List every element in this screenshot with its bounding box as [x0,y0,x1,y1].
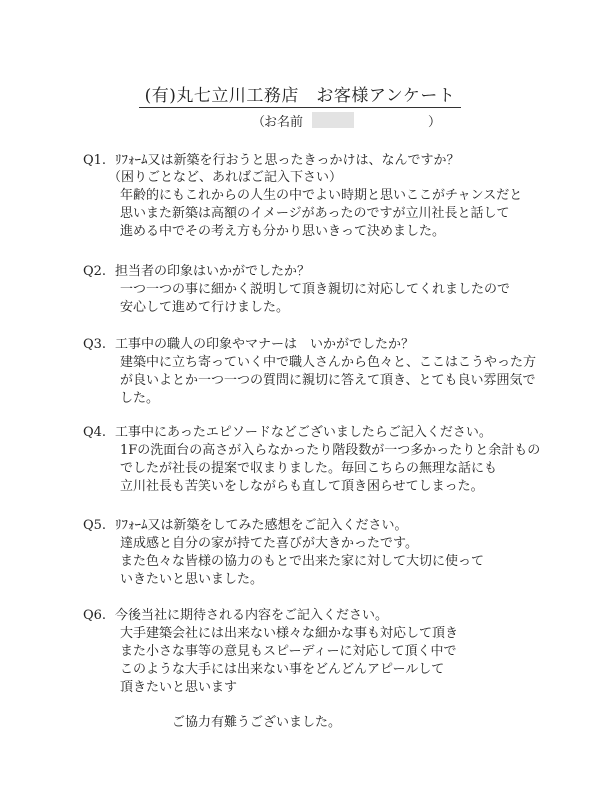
question-number: Q2. [83,264,107,279]
question-line [83,333,414,352]
question-line [83,260,310,279]
question-text: 担当者の印象はいかがでしたか？ [115,264,311,279]
question-text: 工事中にあったエピソードなどございましたらご記入ください。 [115,425,492,440]
question-line [83,421,492,440]
answer-line: 一つ一つの事に細かく説明して頂き親切に対応してくれましたので [120,282,511,297]
answer-line: このような大手には出来ない事をどんどんアピールして [120,662,445,677]
answer-line: 頂きたいと思います [120,680,238,695]
question-number: Q5. [83,518,107,533]
name-label: お名前 [264,115,304,130]
question-number: Q3. [83,337,107,352]
answer-line: が良いよとか一つ一つの質問に親切に答えて頂き、とても良い雰囲気で [120,373,536,388]
answer-line: 立川社長も苦笑いをしながらも直して頂き困らせてしまった。 [120,479,484,494]
answer-line: 大手建築会社には出来ない様々な細かな事も対応して頂き [120,626,459,641]
answer-line: また小さな事等の意見もスピーディーに対応して頂く中で [120,644,457,659]
answer-line: 年齢的にもこれからの人生の中でよい時期と思いここがチャンスだと [120,188,523,203]
survey-title-text: (有)丸七立川工務店 お客様アンケート [139,81,462,108]
survey-title [0,81,600,108]
question-text: ﾘﾌｫｰﾑ又は新築をしてみた感想をご記入ください。 [115,518,408,533]
redacted-name-block [312,112,354,128]
answer-line: 進める中でその考え方も分かり思いきって決めました。 [120,224,446,239]
answer-line: 思いまた新築は高額のイメージがあったのですが立川社長と話して [120,206,510,221]
answer-line: 安心して進めて行けました。 [120,300,290,315]
name-paren-close: ） [428,115,442,130]
answer-line: また色々な皆様の協力のもとで出来た家に対して大切に使って [120,554,485,569]
answer-line: でしたが社長の提案で収まりました。毎回こちらの無理な話にも [120,461,498,476]
answer-line: いきたいと思いました。 [120,572,264,587]
answer-line: 建築中に立ち寄っていく中で職人さんから色々と、ここはこうやった方 [120,355,537,370]
question-text: 今後当社に期待される内容をご記入ください。 [115,608,389,623]
question-text: 工事中の職人の印象やマナーは いかがでしたか？ [115,337,415,352]
question-number: Q1. [83,153,107,168]
question-number: Q4. [83,425,107,440]
name-paren-open: （ [252,115,266,130]
question-number: Q6. [83,608,107,623]
question-text: ﾘﾌｫｰﾑ又は新築を行おうと思ったきっかけは、なんですか？ [115,153,460,168]
answer-line: 1Fの洗面台の高さが入らなかったり階段数が一つ多かったりと余計もの [120,443,541,458]
question-note: （困りごとなど、あればご記入下さい） [108,170,343,185]
answer-line: した。 [120,391,160,406]
answer-line: 達成感と自分の家が持てた喜びが大きかったです。 [120,536,418,551]
question-line [83,604,388,623]
customer-name-line [252,111,442,129]
closing-thanks: ご協力有難うございました。 [172,715,342,730]
question-line [83,514,408,533]
